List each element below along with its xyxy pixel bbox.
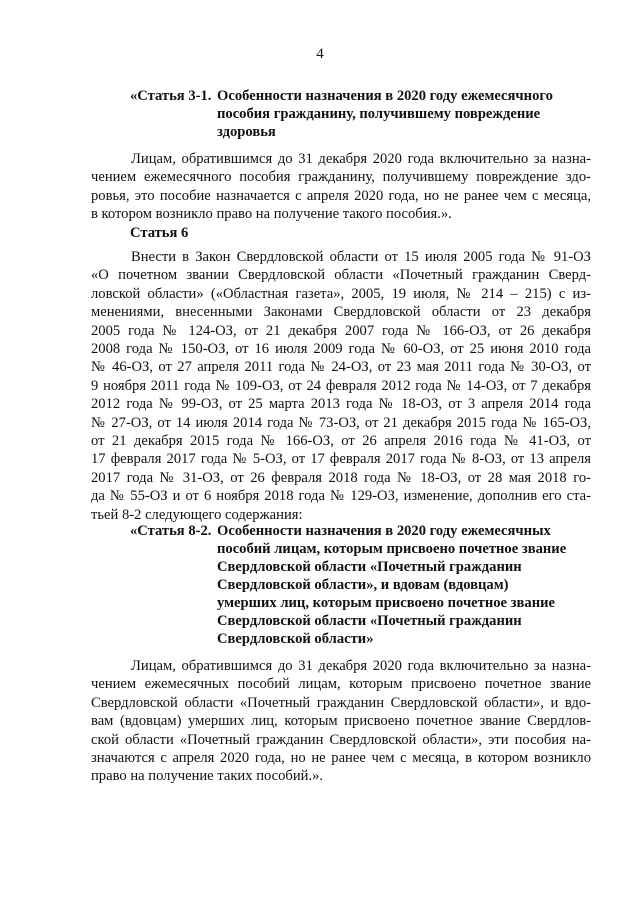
text-line: значаются с апреля 2020 года, но не ранее чем с месяца, в котором возникло — [91, 750, 591, 767]
article-8-2-title-line: Свердловской области», и вдовам (вдовцам) — [217, 577, 509, 593]
text-line: Внести в Закон Свердловской области от 15 июля 2005 года № 91-ОЗ — [131, 249, 591, 265]
article-8-2-title-line: пособий лицам, которым присвоено почетное звание — [217, 541, 567, 557]
article-8-2-title-line: умерших лиц, которым присвоено почетное звание — [217, 595, 556, 611]
text-line: от 21 декабря 2015 года № 166-ОЗ, от 26 апреля 2016 года № 41-ОЗ, от — [91, 433, 591, 450]
paragraph-3 — [91, 657, 591, 786]
text-line: да № 55-ОЗ и от 6 ноября 2018 года № 129-ОЗ, изменение, дополнив его ста- — [91, 488, 591, 505]
article-8-2-prefix: «Статья 8-2. — [130, 523, 212, 539]
text-line: «О почетном звании Свердловской области «Почетный гражданин Сверд- — [91, 267, 591, 284]
text-line: № 46-ОЗ, от 27 апреля 2011 года № 24-ОЗ, от 23 мая 2011 года № 30-ОЗ, от — [91, 359, 591, 376]
article-3-1-title-line: Особенности назначения в 2020 году ежемесячного — [217, 88, 553, 104]
text-line: менениями, внесенными Законами Свердловской области от 23 декабря — [91, 304, 591, 321]
article-3-1-title-line: здоровья — [217, 124, 276, 140]
text-line: 2008 года № 150-ОЗ, от 16 июля 2009 года № 60-ОЗ, от 25 июня 2010 года — [91, 341, 591, 358]
article-3-1-title-line: пособия гражданину, получившему повреждение — [217, 106, 541, 122]
article-8-2-title-line: Свердловской области «Почетный гражданин — [217, 613, 522, 629]
article-8-2-heading — [130, 522, 590, 648]
text-line: в котором возникло право на получение такого пособия.». — [91, 206, 452, 223]
article-6-heading: Статья 6 — [130, 225, 189, 241]
article-8-2-title-line: Свердловской области» — [217, 631, 374, 647]
text-line: Лицам, обратившимся до 31 декабря 2020 года включительно за назна- — [131, 151, 591, 167]
text-line: 9 ноября 2011 года № 109-ОЗ, от 24 февраля 2012 года № 14-ОЗ, от 7 декабря — [91, 377, 591, 394]
text-line: чением ежемесячных пособий лицам, которым присвоено почетное звание — [91, 676, 591, 693]
article-3-1-prefix: «Статья 3-1. — [130, 88, 212, 104]
text-line: право на получение таких пособий.». — [91, 768, 324, 785]
text-line: тьей 8-2 следующего содержания: — [91, 506, 303, 523]
article-8-2-title-line: Свердловской области «Почетный гражданин — [217, 559, 522, 575]
text-line: ровья, это пособие назначается с апреля 2020 года, но не ранее чем с месяца, — [91, 187, 591, 204]
article-8-2-title-line: Особенности назначения в 2020 году ежемесячных — [217, 523, 551, 539]
page-number: 4 — [316, 46, 324, 62]
article-3-1-heading — [130, 87, 590, 141]
text-line: ловской области» («Областная газета», 2005, 19 июля, № 214 – 215) с из- — [91, 285, 591, 302]
text-line: 17 февраля 2017 года № 5-ОЗ, от 17 февраля 2017 года № 8-ОЗ, от 13 апреля — [91, 451, 591, 468]
text-line: № 27-ОЗ, от 14 июля 2014 года № 73-ОЗ, от 21 декабря 2015 года № 165-ОЗ, — [91, 414, 591, 431]
paragraph-1 — [91, 150, 591, 224]
text-line: 2017 года № 31-ОЗ, от 26 февраля 2018 года № 18-ОЗ, от 28 мая 2018 го- — [91, 469, 591, 486]
text-line: ской области «Почетный гражданин Свердловской области», эти пособия на- — [91, 731, 591, 748]
paragraph-2 — [91, 248, 591, 524]
text-line: Свердловской области «Почетный гражданин Свердловской области», и вдо- — [91, 694, 591, 711]
text-line: Лицам, обратившимся до 31 декабря 2020 года включительно за назна- — [131, 658, 591, 674]
text-line: 2012 года № 99-ОЗ, от 25 марта 2013 года № 18-ОЗ, от 3 апреля 2014 года — [91, 396, 591, 413]
text-line: вам (вдовцам) умерших лиц, которым присвоено почетное звание Свердлов- — [91, 713, 591, 730]
text-line: чением ежемесячного пособия гражданину, получившему повреждение здо- — [91, 169, 591, 186]
text-line: 2005 года № 124-ОЗ, от 21 декабря 2007 года № 166-ОЗ, от 26 декабря — [91, 322, 591, 339]
